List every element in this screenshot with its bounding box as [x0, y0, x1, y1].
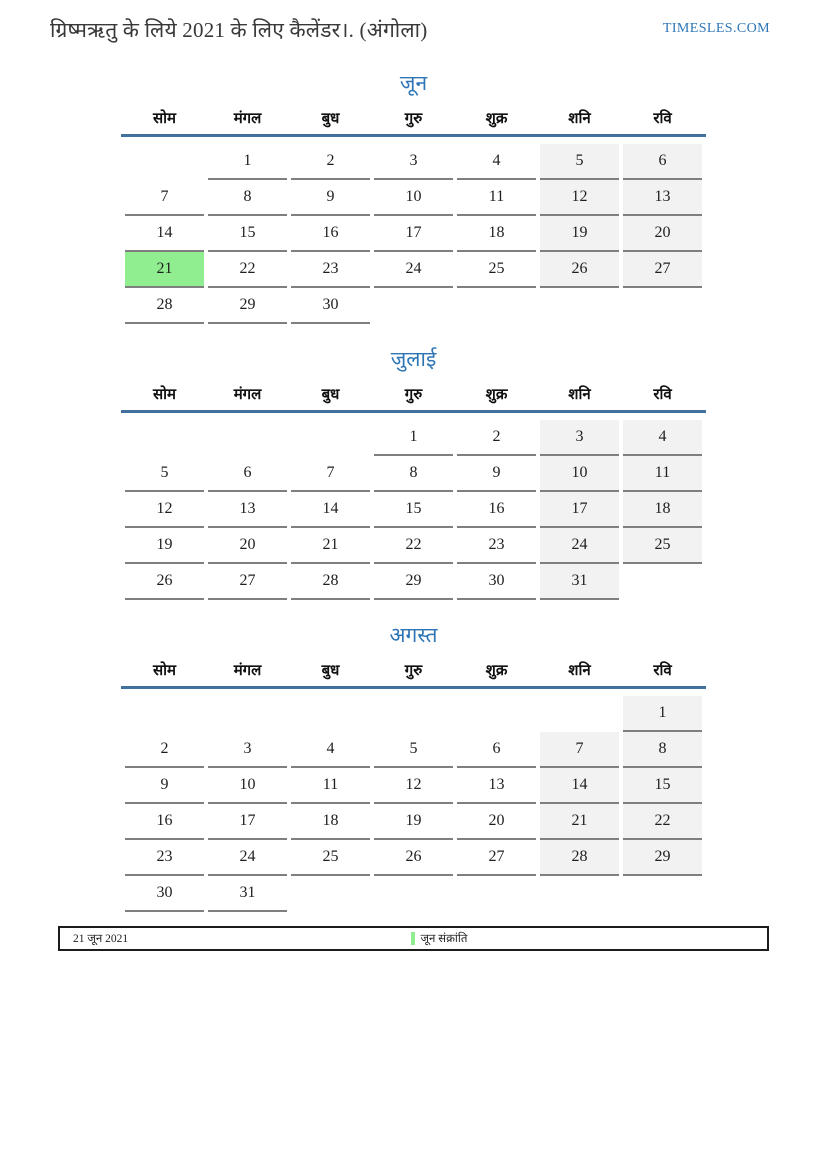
weekday-header: गुरु	[404, 111, 423, 127]
weekday-header: रवि	[653, 663, 672, 679]
day-cell: 23	[291, 252, 370, 288]
day-cell: 7	[125, 180, 204, 216]
day-cell: 23	[125, 840, 204, 876]
day-cell: 16	[125, 804, 204, 840]
day-cell: 11	[457, 180, 536, 216]
day-cell: 28	[125, 288, 204, 324]
day-cell: 19	[540, 216, 619, 252]
month-title: अगस्त	[389, 623, 438, 647]
empty-cell	[291, 876, 370, 912]
day-cell: 18	[457, 216, 536, 252]
day-cell: 29	[208, 288, 287, 324]
day-cell: 11	[291, 768, 370, 804]
empty-cell	[540, 288, 619, 324]
day-cell: 12	[125, 492, 204, 528]
day-cell: 6	[457, 732, 536, 768]
day-cell: 14	[291, 492, 370, 528]
day-cell: 8	[374, 456, 453, 492]
weekday-header: शुक्र	[485, 387, 508, 403]
day-cell: 16	[291, 216, 370, 252]
header-rule	[121, 134, 706, 137]
day-grid	[121, 420, 706, 600]
weekday-header: शुक्र	[485, 663, 508, 679]
day-cell: 7	[540, 732, 619, 768]
weekday-header: रवि	[653, 387, 672, 403]
weekday-header: शनि	[568, 663, 591, 679]
legend-date: 21 जून 2021	[73, 933, 129, 945]
day-cell: 25	[623, 528, 702, 564]
day-cell: 3	[208, 732, 287, 768]
day-cell: 22	[623, 804, 702, 840]
day-cell: 15	[208, 216, 287, 252]
day-cell: 10	[374, 180, 453, 216]
day-cell: 28	[540, 840, 619, 876]
day-cell: 1	[374, 420, 453, 456]
day-cell: 21	[291, 528, 370, 564]
day-cell: 22	[208, 252, 287, 288]
weekday-header: सोम	[153, 111, 176, 127]
day-cell: 19	[374, 804, 453, 840]
day-cell: 1	[623, 696, 702, 732]
weekday-header: बुध	[321, 387, 340, 403]
weekday-header: शनि	[568, 387, 591, 403]
empty-cell	[208, 696, 287, 732]
empty-cell	[623, 876, 702, 912]
day-cell: 25	[457, 252, 536, 288]
day-cell: 19	[125, 528, 204, 564]
day-cell: 1	[208, 144, 287, 180]
day-cell: 2	[457, 420, 536, 456]
day-cell: 9	[125, 768, 204, 804]
day-cell: 8	[623, 732, 702, 768]
empty-cell	[374, 288, 453, 324]
empty-cell	[457, 288, 536, 324]
empty-cell	[125, 144, 204, 180]
day-cell: 27	[457, 840, 536, 876]
day-cell: 4	[623, 420, 702, 456]
weekday-header-row	[121, 380, 706, 408]
day-cell: 20	[623, 216, 702, 252]
day-cell: 14	[125, 216, 204, 252]
day-cell: 15	[623, 768, 702, 804]
empty-cell	[374, 876, 453, 912]
weekday-header: गुरु	[404, 663, 423, 679]
weekday-header: शनि	[568, 111, 591, 127]
day-cell: 9	[291, 180, 370, 216]
empty-cell	[457, 696, 536, 732]
legend-bar	[58, 926, 769, 951]
empty-cell	[457, 876, 536, 912]
empty-cell	[291, 696, 370, 732]
day-cell: 29	[623, 840, 702, 876]
day-cell: 4	[457, 144, 536, 180]
day-cell: 18	[623, 492, 702, 528]
day-cell: 10	[540, 456, 619, 492]
day-cell: 12	[540, 180, 619, 216]
day-cell: 25	[291, 840, 370, 876]
day-cell: 17	[540, 492, 619, 528]
day-cell: 21	[540, 804, 619, 840]
day-cell: 13	[623, 180, 702, 216]
day-cell: 21	[125, 252, 204, 288]
legend-event-label: जून संक्रांति	[420, 933, 468, 945]
day-cell: 16	[457, 492, 536, 528]
day-cell: 17	[208, 804, 287, 840]
day-cell: 15	[374, 492, 453, 528]
day-cell: 9	[457, 456, 536, 492]
day-cell: 18	[291, 804, 370, 840]
site-link[interactable]: TIMESLES.COM	[662, 21, 770, 36]
header-rule	[121, 410, 706, 413]
day-cell: 3	[540, 420, 619, 456]
weekday-header: मंगल	[233, 111, 262, 127]
day-cell: 23	[457, 528, 536, 564]
day-cell: 4	[291, 732, 370, 768]
empty-cell	[374, 696, 453, 732]
weekday-header: मंगल	[233, 663, 262, 679]
month-title: जुलाई	[390, 347, 437, 371]
empty-cell	[540, 696, 619, 732]
day-cell: 22	[374, 528, 453, 564]
day-cell: 30	[291, 288, 370, 324]
day-cell: 30	[125, 876, 204, 912]
day-cell: 5	[540, 144, 619, 180]
weekday-header: शुक्र	[485, 111, 508, 127]
month-2	[121, 344, 706, 600]
day-cell: 20	[457, 804, 536, 840]
empty-cell	[291, 420, 370, 456]
day-cell: 26	[125, 564, 204, 600]
page-title: ग्रिष्मऋतु के लिये 2021 के लिए कैलेंडर।. (अंगोला)	[50, 18, 428, 42]
day-cell: 5	[125, 456, 204, 492]
day-cell: 14	[540, 768, 619, 804]
day-cell: 5	[374, 732, 453, 768]
header-bar	[0, 0, 827, 44]
weekday-header: सोम	[153, 387, 176, 403]
day-grid	[121, 696, 706, 912]
empty-cell	[540, 876, 619, 912]
day-cell: 17	[374, 216, 453, 252]
empty-cell	[125, 696, 204, 732]
weekday-header: मंगल	[233, 387, 262, 403]
header-rule	[121, 686, 706, 689]
day-cell: 24	[374, 252, 453, 288]
day-cell: 30	[457, 564, 536, 600]
day-cell: 28	[291, 564, 370, 600]
month-3	[121, 620, 706, 912]
day-cell: 2	[291, 144, 370, 180]
weekday-header: बुध	[321, 663, 340, 679]
day-cell: 3	[374, 144, 453, 180]
weekday-header-row	[121, 104, 706, 132]
day-cell: 2	[125, 732, 204, 768]
day-cell: 27	[623, 252, 702, 288]
legend-event	[411, 931, 468, 946]
day-cell: 11	[623, 456, 702, 492]
weekday-header: गुरु	[404, 387, 423, 403]
day-cell: 6	[623, 144, 702, 180]
day-cell: 24	[208, 840, 287, 876]
day-cell: 10	[208, 768, 287, 804]
month-1	[121, 68, 706, 324]
day-grid	[121, 144, 706, 324]
day-cell: 27	[208, 564, 287, 600]
day-cell: 26	[374, 840, 453, 876]
day-cell: 20	[208, 528, 287, 564]
day-cell: 8	[208, 180, 287, 216]
months-container	[121, 68, 706, 912]
day-cell: 12	[374, 768, 453, 804]
day-cell: 7	[291, 456, 370, 492]
weekday-header: रवि	[653, 111, 672, 127]
day-cell: 31	[208, 876, 287, 912]
empty-cell	[125, 420, 204, 456]
empty-cell	[623, 288, 702, 324]
day-cell: 24	[540, 528, 619, 564]
empty-cell	[623, 564, 702, 600]
empty-cell	[208, 420, 287, 456]
day-cell: 13	[457, 768, 536, 804]
weekday-header-row	[121, 656, 706, 684]
month-title: जून	[399, 71, 428, 95]
event-marker-icon	[411, 932, 415, 945]
day-cell: 13	[208, 492, 287, 528]
day-cell: 29	[374, 564, 453, 600]
day-cell: 31	[540, 564, 619, 600]
weekday-header: बुध	[321, 111, 340, 127]
day-cell: 6	[208, 456, 287, 492]
day-cell: 26	[540, 252, 619, 288]
weekday-header: सोम	[153, 663, 176, 679]
